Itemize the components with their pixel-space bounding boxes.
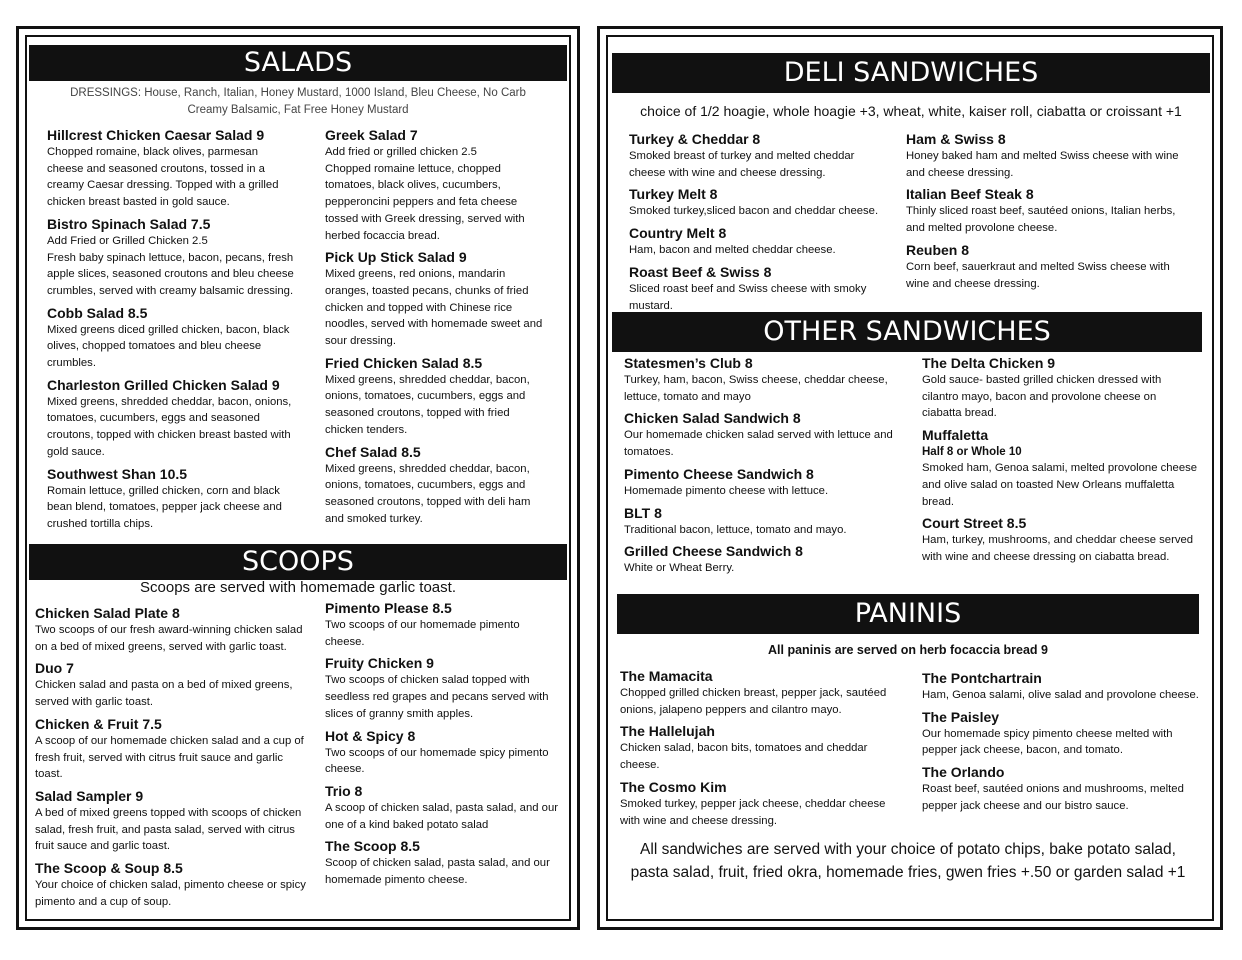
item-description: Smoked turkey,sliced bacon and cheddar cheese. bbox=[629, 205, 879, 218]
item-description: Chicken salad and pasta on a bed of mixed greens, served with garlic toast. bbox=[35, 679, 293, 709]
item-name: Turkey & Cheddar 8 bbox=[629, 131, 761, 147]
menu-item bbox=[325, 354, 543, 439]
item-addon: Add fried or grilled chicken 2.5 bbox=[325, 146, 477, 158]
item-description: A scoop of our homemade chicken salad and a cup of fresh fruit, served with citrus fruit sauce and garlic toast. bbox=[35, 734, 304, 781]
item-description: Ham, turkey, mushrooms, and cheddar cheese served with wine and cheese dressing on ciabatta bread. bbox=[922, 534, 1194, 563]
item-description: Fresh baby spinach lettuce, bacon, pecans, fresh apple slices, seasoned croutons and bleu cheese crumbles, served with creamy balsamic dressing. bbox=[47, 251, 294, 297]
menu-item bbox=[922, 426, 1198, 510]
item-name: The Orlando bbox=[922, 764, 1005, 781]
item-name: Fruity Chicken 9 bbox=[325, 655, 434, 672]
menu-item bbox=[620, 778, 894, 829]
item-name: The Scoop & Soup 8.5 bbox=[35, 860, 183, 877]
menu-item bbox=[325, 126, 543, 244]
item-description: Two scoops of chicken salad topped with seedless red grapes and pecans served with slices of granny smith apples. bbox=[325, 674, 549, 720]
paninis-header: PANINIS bbox=[617, 594, 1199, 634]
paninis-left-column bbox=[620, 667, 894, 833]
item-name: Hot & Spicy 8 bbox=[325, 727, 416, 744]
salads-dressings bbox=[29, 85, 567, 119]
menu-item bbox=[620, 667, 894, 718]
menu-item bbox=[629, 185, 891, 220]
item-description: Mixed greens diced grilled chicken, bacon, black olives, chopped tomatoes and bleu cheese crumbles. bbox=[47, 323, 290, 370]
right-menu-panel bbox=[597, 26, 1223, 930]
item-description: Chopped romaine, black olives, parmesan cheese and seasoned croutons, tossed in a creamy Caesar dressing. Topped with a grilled chicken breast basted in gold sauce. bbox=[47, 146, 279, 209]
item-name: Cobb Salad 8.5 bbox=[47, 304, 148, 321]
item-name: The Mamacita bbox=[620, 668, 713, 684]
scoops-note: Scoops are served with homemade garlic toast. bbox=[140, 579, 456, 596]
deli-left-column bbox=[629, 130, 891, 318]
menu-item bbox=[325, 782, 559, 833]
item-name: Roast Beef & Swiss 8 bbox=[629, 263, 772, 280]
item-description: Chicken salad, bacon bits, tomatoes and cheddar cheese. bbox=[620, 742, 868, 772]
menu-item bbox=[325, 599, 559, 650]
item-description: Our homemade spicy pimento cheese melted with pepper jack cheese, bacon, and tomato. bbox=[922, 727, 1173, 757]
item-name: The Pontchartrain bbox=[922, 670, 1042, 686]
menu-item bbox=[35, 787, 313, 855]
item-description: Smoked breast of turkey and melted cheddar cheese with wine and cheese dressing. bbox=[629, 150, 855, 179]
sandwich-sides-footer: All sandwiches are served with your choice of potato chips, bake potato salad, pasta salad, fruit, fried okra, homemade fries, gwen fries +.50 or garden salad +1 bbox=[630, 841, 1186, 881]
item-description: Two scoops of our homemade spicy pimento cheese. bbox=[325, 746, 549, 776]
item-description: Our homemade chicken salad served with lettuce and tomatoes. bbox=[624, 429, 893, 459]
menu-item bbox=[922, 708, 1200, 759]
item-name: The Scoop 8.5 bbox=[325, 838, 420, 855]
menu-item bbox=[47, 376, 297, 461]
item-description: Ham, Genoa salami, olive salad and provolone cheese. bbox=[922, 689, 1199, 701]
item-description: Two scoops of our homemade pimento cheese. bbox=[325, 619, 520, 648]
item-name: Statesmen’s Club 8 bbox=[624, 355, 753, 371]
menu-item bbox=[624, 465, 894, 500]
item-name: Hillcrest Chicken Caesar Salad 9 bbox=[47, 127, 265, 143]
menu-item bbox=[47, 126, 297, 211]
menu-item bbox=[624, 542, 894, 577]
menu-item bbox=[325, 837, 559, 888]
menu-item bbox=[629, 263, 891, 314]
item-description: Ham, bacon and melted cheddar cheese. bbox=[629, 244, 836, 257]
item-name: The Hallelujah bbox=[620, 723, 715, 740]
item-description: Roast beef, sautéed onions and mushrooms, melted pepper jack cheese and our bistro sauce. bbox=[922, 783, 1184, 812]
menu-item bbox=[922, 669, 1200, 704]
deli-right-column bbox=[906, 130, 1196, 296]
salads-header: SALADS bbox=[29, 45, 567, 81]
salads-right-column bbox=[325, 126, 543, 531]
item-name: Greek Salad 7 bbox=[325, 127, 418, 143]
item-name: Duo 7 bbox=[35, 660, 74, 677]
menu-item bbox=[35, 715, 313, 783]
menu-item bbox=[906, 241, 1196, 292]
item-description: Thinly sliced roast beef, sautéed onions, Italian herbs, and melted provolone cheese. bbox=[906, 205, 1176, 235]
menu-item bbox=[624, 409, 894, 460]
menu-item bbox=[629, 130, 891, 181]
item-name: Grilled Cheese Sandwich 8 bbox=[624, 543, 803, 560]
item-description: Smoked ham, Genoa salami, melted provolone cheese and olive salad on toasted New Orleans muffaletta bread. bbox=[922, 462, 1198, 508]
item-name: Chef Salad 8.5 bbox=[325, 443, 421, 460]
item-size-options: Half 8 or Whole 10 bbox=[922, 446, 1022, 459]
salads-left-column bbox=[47, 126, 297, 537]
menu-item bbox=[620, 722, 894, 773]
item-name: The Paisley bbox=[922, 708, 1000, 725]
item-description: Traditional bacon, lettuce, tomato and mayo. bbox=[624, 523, 847, 536]
item-name: The Delta Chicken 9 bbox=[922, 355, 1056, 371]
menu-item bbox=[906, 130, 1196, 181]
menu-item bbox=[325, 248, 543, 350]
item-name: Trio 8 bbox=[325, 782, 363, 799]
item-description: White or Wheat Berry. bbox=[624, 562, 735, 575]
paninis-note: All paninis are served on herb focaccia bread 9 bbox=[768, 643, 1048, 657]
menu-item bbox=[47, 465, 297, 533]
item-name: Reuben 8 bbox=[906, 241, 970, 258]
menu-item bbox=[47, 215, 297, 300]
item-name: Italian Beef Steak 8 bbox=[906, 186, 1034, 203]
menu-item bbox=[922, 514, 1198, 565]
menu-item bbox=[35, 859, 313, 910]
item-name: Turkey Melt 8 bbox=[629, 186, 718, 203]
menu-item bbox=[35, 659, 313, 710]
paninis-right-column bbox=[922, 669, 1200, 819]
dressings-line-2: Creamy Balsamic, Fat Free Honey Mustard bbox=[187, 104, 409, 116]
item-name: Pimento Please 8.5 bbox=[325, 600, 452, 616]
item-description: Sliced roast beef and Swiss cheese with smoky mustard. bbox=[629, 282, 867, 312]
item-name: The Cosmo Kim bbox=[620, 778, 727, 795]
item-name: Country Melt 8 bbox=[629, 225, 727, 242]
item-description: Mixed greens, shredded cheddar, bacon, onions, tomatoes, cucumbers, eggs and seasoned croutons, topped with deli ham and smoked turkey. bbox=[325, 462, 531, 525]
deli-note: choice of 1/2 hoagie, whole hoagie +3, wheat, white, kaiser roll, ciabatta or croissant +1 bbox=[640, 103, 1182, 119]
scoops-right-column bbox=[325, 599, 559, 893]
item-description: Chopped romaine lettuce, chopped tomatoes, black olives, cucumbers, pepperoncini peppers and feta cheese tossed with Greek dressing, served with herbed focaccia bread. bbox=[325, 162, 525, 242]
scoops-header: SCOOPS bbox=[29, 544, 567, 580]
deli-header: DELI SANDWICHES bbox=[612, 53, 1210, 93]
item-name: Bistro Spinach Salad 7.5 bbox=[47, 215, 211, 232]
item-description: Mixed greens, shredded cheddar, bacon, onions, tomatoes, cucumbers, eggs and seasoned croutons, topped with fried chicken tenders. bbox=[325, 373, 530, 436]
menu-item bbox=[35, 604, 313, 655]
menu-item bbox=[922, 354, 1198, 422]
item-description: Chopped grilled chicken breast, pepper jack, sautéed onions, jalapeno peppers and cilantro mayo. bbox=[620, 687, 887, 716]
item-name: Fried Chicken Salad 8.5 bbox=[325, 354, 483, 371]
item-addon: Add Fried or Grilled Chicken 2.5 bbox=[47, 234, 208, 247]
item-name: Salad Sampler 9 bbox=[35, 787, 144, 804]
menu-item bbox=[906, 185, 1196, 236]
item-name: Pick Up Stick Salad 9 bbox=[325, 249, 467, 266]
item-description: Scoop of chicken salad, pasta salad, and our homemade pimento cheese. bbox=[325, 857, 550, 887]
item-description: Homemade pimento cheese with lettuce. bbox=[624, 484, 829, 497]
item-name: Pimento Cheese Sandwich 8 bbox=[624, 465, 814, 482]
item-name: Charleston Grilled Chicken Salad 9 bbox=[47, 376, 280, 393]
item-description: Your choice of chicken salad, pimento cheese or spicy pimento and a cup of soup. bbox=[35, 879, 306, 908]
item-description: Gold sauce- basted grilled chicken dressed with cilantro mayo, bacon and provolone cheese on ciabatta bread. bbox=[922, 374, 1162, 420]
menu-item bbox=[629, 224, 891, 259]
item-description: Honey baked ham and melted Swiss cheese with wine and cheese dressing. bbox=[906, 150, 1179, 179]
item-name: Ham & Swiss 8 bbox=[906, 131, 1006, 147]
item-name: Southwest Shan 10.5 bbox=[47, 465, 188, 482]
item-description: Romain lettuce, grilled chicken, corn and black bean blend, tomatoes, pepper jack cheese and crushed tortilla chips. bbox=[47, 484, 282, 530]
item-description: Mixed greens, red onions, mandarin oranges, toasted pecans, chunks of fried chicken and topped with Chinese rice noodles, served with homemade sweet and sour dressing. bbox=[325, 268, 543, 348]
item-name: BLT 8 bbox=[624, 504, 662, 521]
item-name: Chicken Salad Sandwich 8 bbox=[624, 410, 801, 427]
menu-item bbox=[325, 443, 543, 528]
item-name: Court Street 8.5 bbox=[922, 515, 1027, 532]
item-name: Muffaletta bbox=[922, 427, 989, 444]
item-name: Chicken Salad Plate 8 bbox=[35, 605, 180, 621]
item-description: Smoked turkey, pepper jack cheese, cheddar cheese with wine and cheese dressing. bbox=[620, 797, 886, 827]
item-description: Two scoops of our fresh award-winning chicken salad on a bed of mixed greens, served with garlic toast. bbox=[35, 624, 303, 653]
item-description: A bed of mixed greens topped with scoops of chicken salad, fresh fruit, and pasta salad, served with citrus fruit sauce and garlic toast. bbox=[35, 806, 302, 853]
scoops-left-column bbox=[35, 604, 313, 914]
item-description: A scoop of chicken salad, pasta salad, and our one of a kind baked potato salad bbox=[325, 801, 558, 831]
menu-item bbox=[325, 727, 559, 778]
dressings-line-1: DRESSINGS: House, Ranch, Italian, Honey Mustard, 1000 Island, Bleu Cheese, No Carb bbox=[70, 87, 526, 99]
item-description: Mixed greens, shredded cheddar, bacon, onions, tomatoes, cucumbers, eggs and seasoned croutons, topped with chicken breast basted with gold sauce. bbox=[47, 395, 292, 458]
item-name: Chicken & Fruit 7.5 bbox=[35, 715, 162, 732]
menu-item bbox=[624, 504, 894, 539]
menu-item bbox=[922, 763, 1200, 814]
menu-item bbox=[325, 654, 559, 722]
other-right-column bbox=[922, 354, 1198, 570]
left-menu-panel bbox=[16, 26, 580, 930]
menu-item bbox=[47, 304, 297, 372]
other-left-column bbox=[624, 354, 894, 581]
other-sandwiches-header: OTHER SANDWICHES bbox=[612, 312, 1202, 352]
item-description: Turkey, ham, bacon, Swiss cheese, cheddar cheese, lettuce, tomato and mayo bbox=[624, 374, 888, 403]
item-description: Corn beef, sauerkraut and melted Swiss cheese with wine and cheese dressing. bbox=[906, 260, 1170, 290]
menu-item bbox=[624, 354, 894, 405]
